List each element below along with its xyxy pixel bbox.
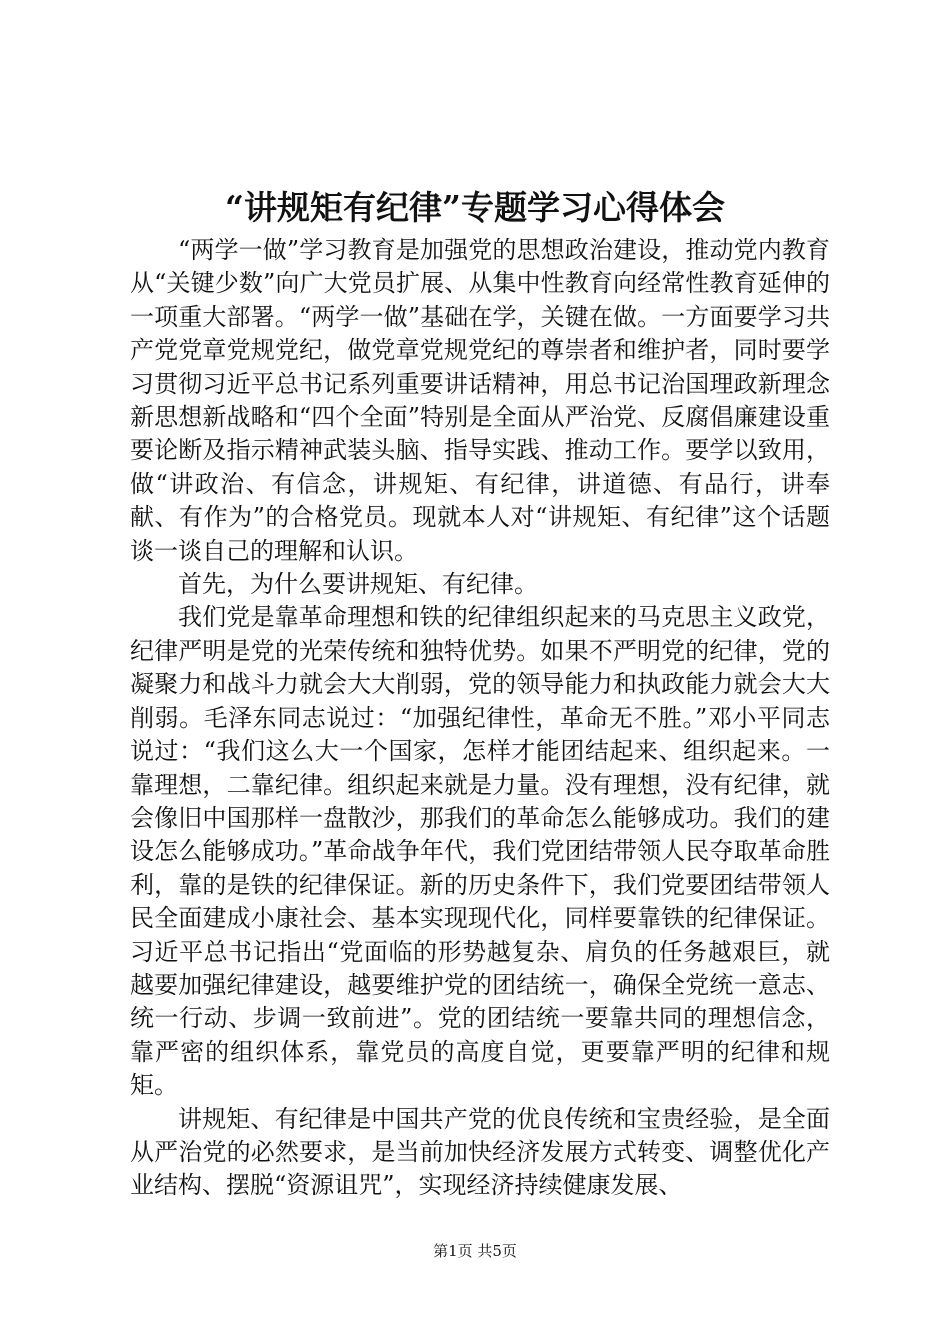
document-body — [130, 234, 830, 1203]
page-number-footer: 第1页 共5页 — [433, 1242, 517, 1260]
paragraph-tradition: 讲规矩、有纪律是中国共产党的优良传统和宝贵经验，是全面从严治党的必然要求，是当前加快经济发展方式转变、调整优化产业结构、摆脱“资源诅咒”，实现经济持续健康发展、 — [130, 1104, 830, 1200]
paragraph-intro: “两学一做”学习教育是加强党的思想政治建设，推动党内教育从“关键少数”向广大党员扩展、从集中性教育向经常性教育延伸的一项重大部署。“两学一做”基础在学，关键在做。一方面要学习共产党党章党规党纪，做党章党规党纪的尊崇者和维护者，同时要学习贯彻习近平总书记系列重要讲话精神，用总书记治国理政新理念新思想新战略和“四个全面”特别是全面从严治党、反腐倡廉建设重要论断及指示精神武装头脑、指导实践、推动工作。要学以致用，做“讲政治、有信念，讲规矩、有纪律，讲道德、有品行，讲奉献、有作为”的合格党员。现就本人对“讲规矩、有纪律”这个话题谈一谈自己的理解和认识。 — [130, 236, 830, 565]
paragraph-heading-why: 首先，为什么要讲规矩、有纪律。 — [178, 570, 538, 599]
paragraph-discipline-history: 我们党是靠革命理想和铁的纪律组织起来的马克思主义政党，纪律严明是党的光荣传统和独特优势。如果不严明党的纪律，党的凝聚力和战斗力就会大大削弱，党的领导能力和执政能力就会大大削弱。毛泽东同志说过：“加强纪律性，革命无不胜。”邓小平同志说过：“我们这么大一个国家，怎样才能团结起来、组织起来。一靠理想，二靠纪律。组织起来就是力量。没有理想，没有纪律，就会像旧中国那样一盘散沙，那我们的革命怎么能够成功。我们的建设怎么能够成功。”革命战争年代，我们党团结带领人民夺取革命胜利，靠的是铁的纪律保证。新的历史条件下，我们党要团结带领人民全面建成小康社会、基本实现现代化，同样要靠铁的纪律保证。习近平总书记指出“党面临的形势越复杂、肩负的任务越艰巨，就越要加强纪律建设，越要维护党的团结统一，确保全党统一意志、统一行动、步调一致前进”。党的团结统一要靠共同的理想信念，靠严密的组织体系，靠党员的高度自觉，更要靠严明的纪律和规矩。 — [130, 603, 830, 1100]
document-title: “讲规矩有纪律”专题学习心得体会 — [225, 188, 725, 227]
